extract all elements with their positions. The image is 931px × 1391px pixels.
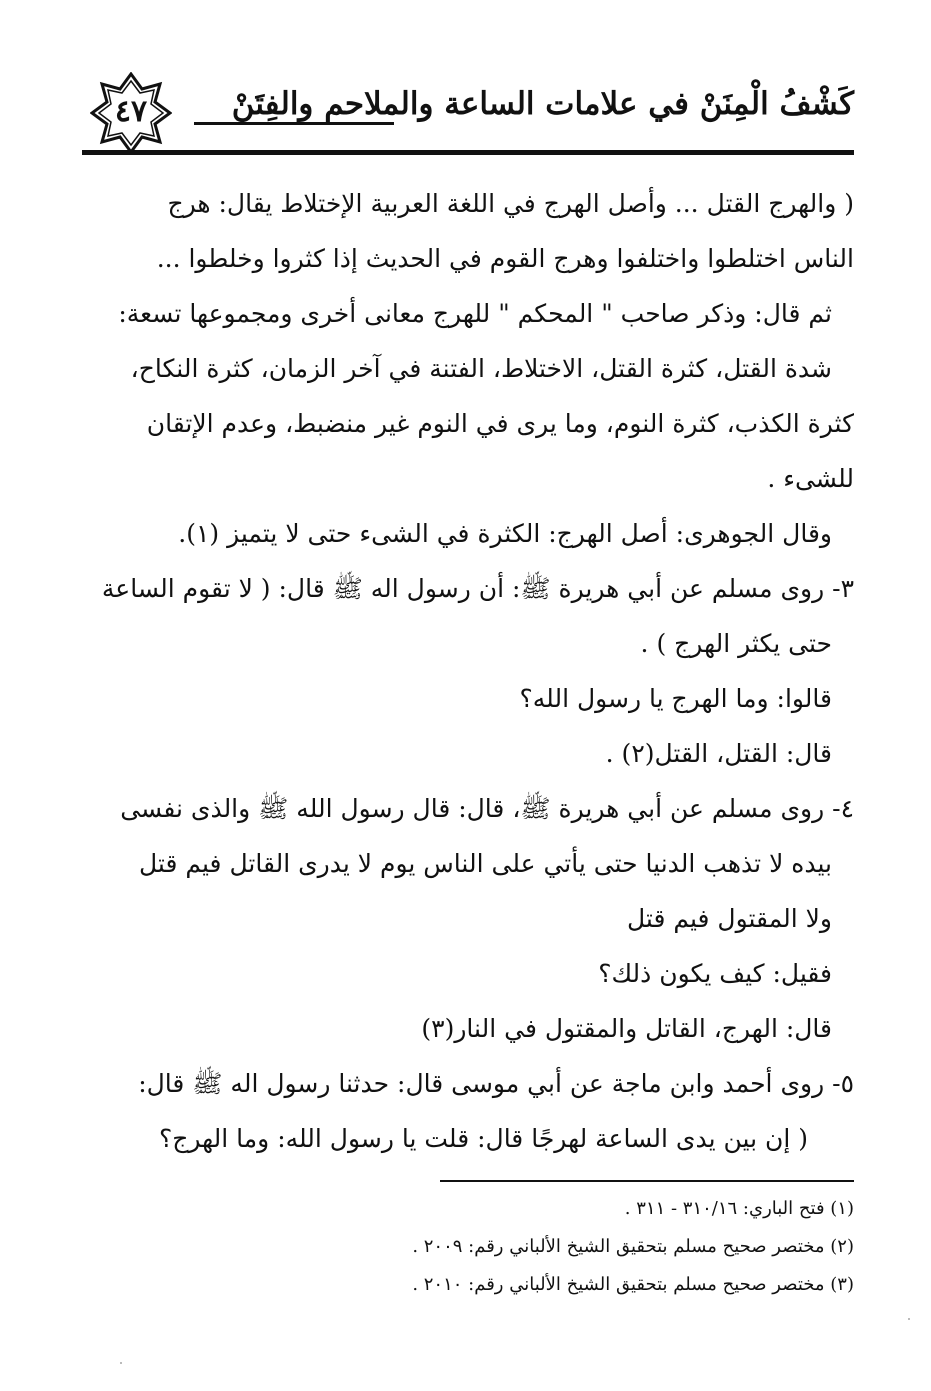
text-line: ثم قال: وذكر صاحب " المحكم " للهرج معانى أخرى ومجموعها تسعة: — [118, 299, 832, 328]
text-line: كثرة الكذب، كثرة النوم، وما يرى في النوم غير منضبط، وعدم الإتقان — [146, 409, 854, 438]
text-line: للشىء . — [767, 464, 854, 493]
text-line: شدة القتل، كثرة القتل، الاختلاط، الفتنة في آخر الزمان، كثرة النكاح، — [130, 354, 832, 383]
footnote: (٢) مختصر صحيح مسلم بتحقيق الشيخ الألباني رقم: ٢٠٠٩ . — [412, 1236, 854, 1257]
text-line: حتى يكثر الهرج ) . — [640, 629, 832, 658]
header-rule — [82, 150, 854, 155]
footnotes — [82, 1190, 854, 1304]
book-title: كَشْفُ الْمِنَنْ في علامات الساعة والملاحم والفِتَنْ — [231, 86, 854, 122]
header-dash-line — [194, 122, 394, 125]
scan-speck — [908, 1318, 910, 1320]
text-line: قال: القتل، القتل(٢) . — [605, 739, 832, 768]
text-line: ٤- روى مسلم عن أبي هريرة ﷺ، قال: قال رسول الله ﷺ والذى نفسى — [120, 794, 854, 823]
text-line: فقيل: كيف يكون ذلك؟ — [598, 959, 832, 988]
page-number-badge — [90, 72, 172, 154]
text-line: بيده لا تذهب الدنيا حتى يأتي على الناس يوم لا يدرى القاتل فيم قتل — [139, 849, 832, 878]
text-line: ( إن بين يدى الساعة لهرجًا قال: قلت يا رسول الله: وما الهرج؟ — [158, 1124, 808, 1153]
body-text — [82, 176, 854, 1166]
text-line: ( والهرج القتل ... وأصل الهرج في اللغة العربية الإختلاط يقال: هرج — [167, 189, 854, 218]
page-header — [82, 62, 854, 158]
text-line: ولا المقتول فيم قتل — [626, 904, 832, 933]
text-line: الناس اختلطوا واختلفوا وهرج القوم في الحديث إذا كثروا وخلطوا ... — [156, 244, 854, 273]
text-line: وقال الجوهرى: أصل الهرج: الكثرة في الشىء حتى لا يتميز (١). — [178, 519, 832, 548]
page-number: ٤٧ — [114, 94, 148, 129]
text-line: ٥- روى أحمد وابن ماجة عن أبي موسى قال: حدثنا رسول اله ﷺ قال: — [138, 1069, 854, 1098]
footnote: (٣) مختصر صحيح مسلم بتحقيق الشيخ الألباني رقم: ٢٠١٠ . — [412, 1274, 854, 1295]
scan-speck — [120, 1362, 122, 1364]
footnote: (١) فتح الباري: ٣١٠/١٦ - ٣١١ . — [624, 1198, 854, 1219]
text-line: قالوا: وما الهرج يا رسول الله؟ — [519, 684, 832, 713]
text-line: قال: الهرج، القاتل والمقتول في النار(٣) — [421, 1014, 832, 1043]
footnote-separator — [440, 1180, 854, 1182]
text-line: ٣- روى مسلم عن أبي هريرة ﷺ: أن رسول اله ﷺ قال: ( لا تقوم الساعة — [101, 574, 854, 603]
